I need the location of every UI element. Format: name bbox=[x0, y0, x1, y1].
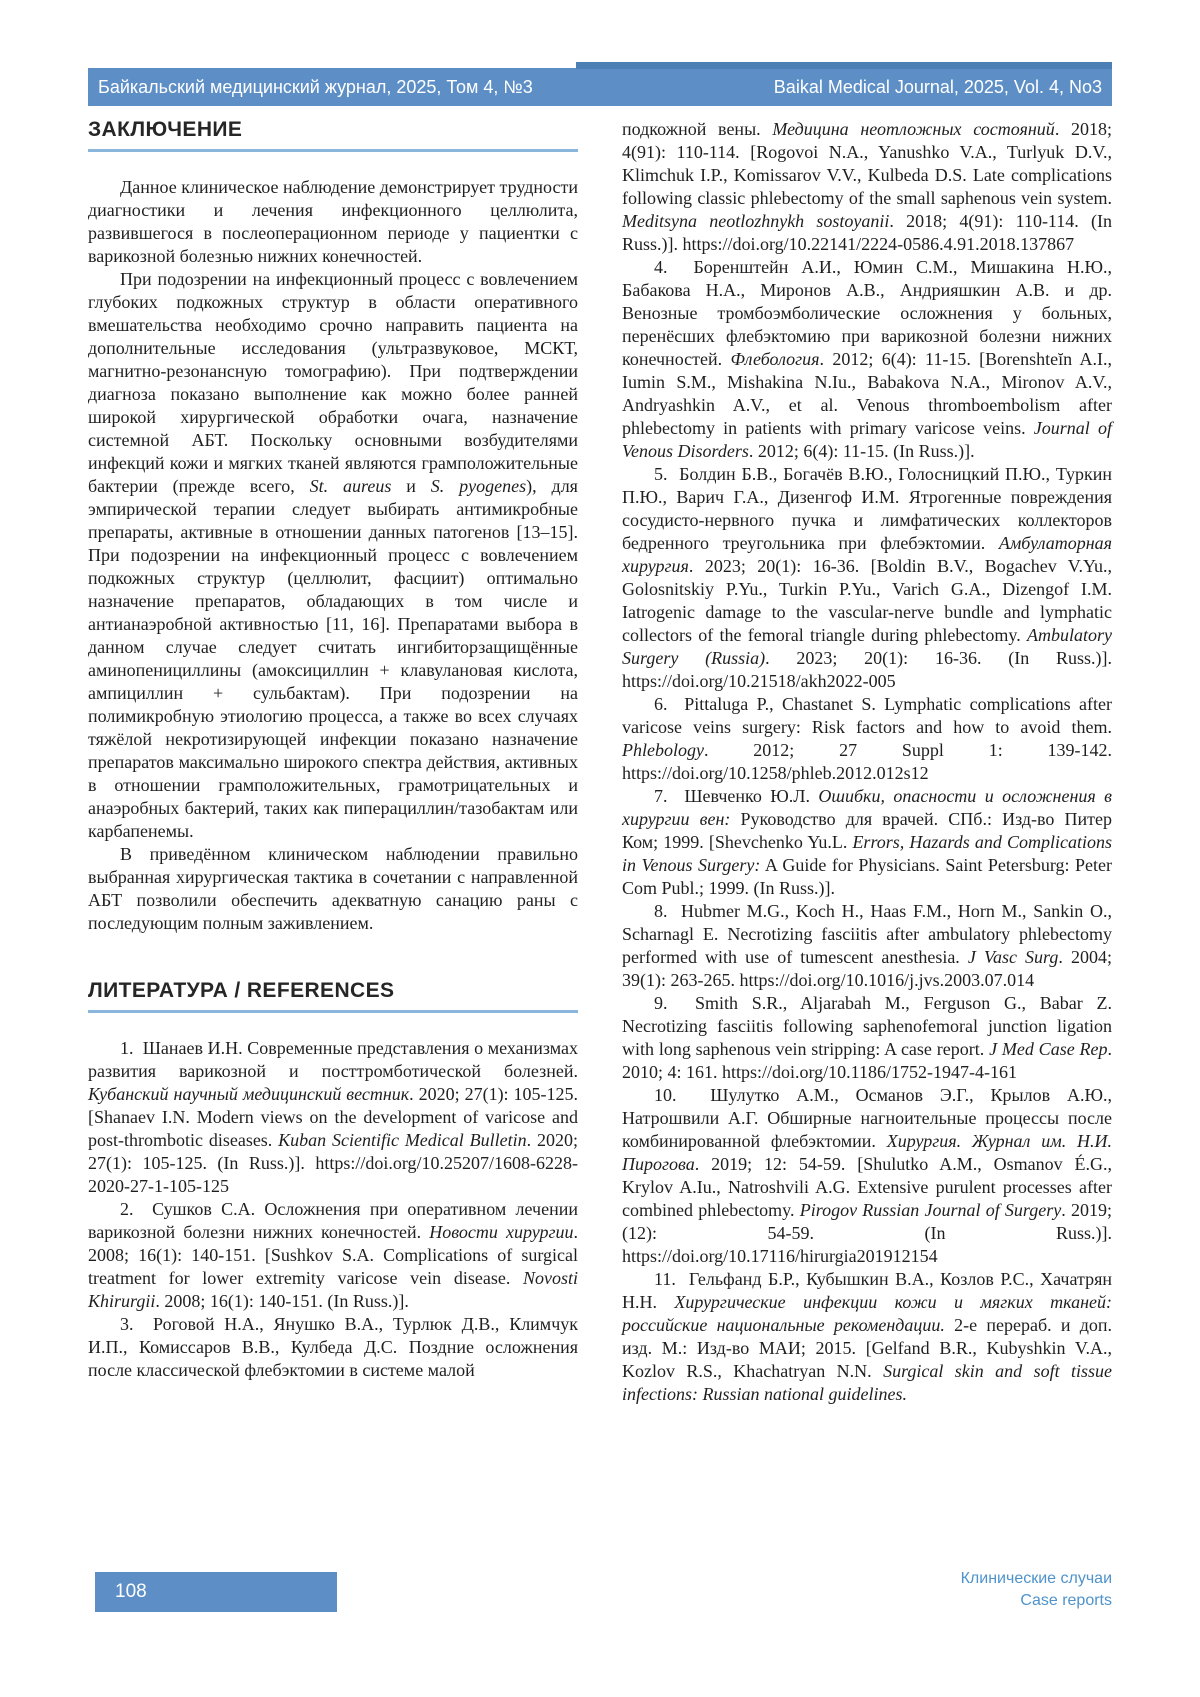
reference-item-3-part-2: подкожной вены. Медицина неотложных состояний. 2018; 4(91): 110-114. [Rogovoi N.A., Yanushko V.A., Turlyuk D.V., Klimchuk I.P., Komissarov V.V., Kulbeda D.S. Late complications following classic phlebectomy of the small saphenous vein system. Meditsyna neotlozhnykh sostoyanii. 2018; 4(91): 110-114. (In Russ.)]. https://doi.org/10.22141/2224-0586.4.91.2018.137867 bbox=[622, 119, 1113, 254]
left-column bbox=[88, 118, 578, 1406]
section-label-ru: Клинические случаи bbox=[960, 1570, 1112, 1587]
conclusion-paragraph-3: В приведённом клиническом наблюдении правильно выбранная хирургическая тактика в сочетании с направленной АБТ позволили обеспечить адекватную санацию раны с последующим полным заживлением. bbox=[88, 844, 578, 933]
section-label-en: Case reports bbox=[1020, 1592, 1112, 1609]
section-labels bbox=[961, 1568, 1112, 1612]
page-number: 108 bbox=[115, 1581, 147, 1602]
right-column bbox=[622, 118, 1112, 1406]
header-accent-strip bbox=[576, 62, 1112, 69]
two-column-body bbox=[88, 118, 1112, 1406]
reference-item-1: 1. Шанаев И.Н. Современные представления о механизмах развития варикозной и посттромботической болезней. Кубанский научный медицинский вестник. 2020; 27(1): 105-125. [Shanaev I.N. Modern views on the development of varicose and post-thrombotic diseases. Kuban Scientific Medical Bulletin. 2020; 27(1): 105-125. (In Russ.)]. https://doi.org/10.25207/1608-6228-2020-27-1-105-125 bbox=[88, 1038, 579, 1196]
journal-title-ru: Байкальский медицинский журнал, 2025, Том 4, №3 bbox=[98, 76, 533, 97]
page-number-box bbox=[95, 1572, 337, 1612]
reference-item-10: 10. Шулутко А.М., Османов Э.Г., Крылов А.Ю., Натрошвили А.Г. Обширные нагноительные процессы после комбинированной флебэктомии. Хирургия. Журнал им. Н.И. Пирогова. 2019; 12: 54-59. [Shulutko A.M., Osmanov É.G., Krylov A.Iu., Natroshvili A.G. Extensive purulent processes after combined phlebectomy. Pirogov Russian Journal of Surgery. 2019; (12): 54-59. (In Russ.)]. https://doi.org/10.17116/hirurgia201912154 bbox=[622, 1085, 1112, 1266]
reference-item-11: 11. Гельфанд Б.Р., Кубышкин В.А., Козлов Р.С., Хачатрян Н.Н. Хирургические инфекции кожи и мягких тканей: российские национальные рекомендации. 2-е перераб. и доп. изд. М.: Изд-во МАИ; 2015. [Gelfand B.R., Kubyshkin V.A., Kozlov R.S., Khachatryan N.N. Surgical skin and soft tissue infections: Russian national guidelines. bbox=[622, 1269, 1112, 1404]
reference-item-7: 7. Шевченко Ю.Л. Ошибки, опасности и осложнения в хирургии вен: Руководство для врачей. СПб.: Изд-во Питер Ком; 1999. [Shevchenko Yu.L. Errors, Hazards and Complications in Venous Surgery: A Guide for Physicians. Saint Petersburg: Peter Com Publ.; 1999. (In Russ.)]. bbox=[622, 786, 1113, 898]
reference-item-4: 4. Боренштейн А.И., Юмин С.М., Мишакина Н.Ю., Бабакова Н.А., Миронов А.В., Андрияшкин А.В. и др. Венозные тромбоэмболические осложнения у больных, перенёсших флебэктомию при варикозной болезни нижних конечностей. Флебология. 2012; 6(4): 11-15. [Borenshteĭn A.I., Iumin S.M., Mishakina N.Iu., Babakova N.A., Mironov A.V., Andryashkin A.V., et al. Venous thromboembolism after phlebectomy in patients with primary varicose veins. Journal of Venous Disorders. 2012; 6(4): 11-15. (In Russ.)]. bbox=[622, 257, 1112, 461]
conclusion-paragraph-1: Данное клиническое наблюдение демонстрирует трудности диагностики и лечения инфекционного целлюлита, развившегося в послеоперационном периоде у пациентки с варикозной болезнью нижних конечностей. bbox=[88, 177, 578, 266]
reference-item-3-part-1: 3. Роговой Н.А., Янушко В.А., Турлюк Д.В., Климчук И.П., Комиссаров В.В., Кулбеда Д.С. Поздние осложнения после классической флебэктомии в системе малой bbox=[88, 1314, 578, 1380]
conclusion-heading: ЗАКЛЮЧЕНИЕ bbox=[88, 118, 578, 152]
conclusion-paragraph-2: При подозрении на инфекционный процесс с вовлечением глубоких подкожных структур в области оперативного вмешательства необходимо срочно направить пациента на дополнительные исследования (ультразвуковое, МСКТ, магнитно-резонансную томографию). При подтверждении диагноза показано выполнение как можно более ранней широкой хирургической обработки очага, назначение системной АБТ. Поскольку основными возбудителями инфекций кожи и мягких тканей являются грамположительные бактерии (прежде всего, St. aureus и S. pyogenes), для эмпирической терапии следует выбирать антимикробные препараты, активные в отношении данных патогенов [13–15]. При подозрении на инфекционный процесс с вовлечением подкожных структур (целлюлит, фасциит) оптимально назначение препаратов, обладающих в том числе и антианаэробной активностью [11, 16]. Препаратами выбора в данном случае следует считать ингибиторзащищённые аминопенициллины (амоксициллин + клавулановая кислота, ампициллин + сульбактам). При подозрении на полимикробную этиологию процесса, а также во всех случаях тяжёлой некротизирующей инфекции показано назначение препаратов максимально широкого спектра действия, активных в отношении грамположительных, грамотрицательных и анаэробных бактерий, таких как пиперациллин/тазобактам или карбапенемы. bbox=[88, 269, 578, 841]
references-heading: ЛИТЕРАТУРА / REFERENCES bbox=[88, 979, 578, 1013]
reference-item-8: 8. Hubmer M.G., Koch H., Haas F.M., Horn M., Sankin O., Scharnagl E. Necrotizing fasciitis after ambulatory phlebectomy performed with use of tumescent anesthesia. J Vasc Surg. 2004; 39(1): 263-265. https://doi.org/10.1016/j.jvs.2003.07.014 bbox=[622, 901, 1112, 990]
journal-header-bar bbox=[88, 68, 1112, 106]
journal-title-en: Baikal Medical Journal, 2025, Vol. 4, No3 bbox=[773, 76, 1102, 97]
reference-item-6: 6. Pittaluga P., Chastanet S. Lymphatic complications after varicose veins surgery: Risk factors and how to avoid them. Phlebology. 2012; 27 Suppl 1: 139-142. https://doi.org/10.1258/phleb.2012.012s12 bbox=[622, 694, 1112, 783]
reference-item-9: 9. Smith S.R., Aljarabah M., Ferguson G., Babar Z. Necrotizing fasciitis following saphenofemoral junction ligation with long saphenous vein stripping: A case report. J Med Case Rep. 2010; 4: 161. https://doi.org/10.1186/1752-1947-4-161 bbox=[622, 993, 1112, 1082]
reference-item-2: 2. Сушков С.А. Осложнения при оперативном лечении варикозной болезни нижних конечностей. Новости хирургии. 2008; 16(1): 140-151. [Sushkov S.A. Complications of surgical treatment for lower extremity varicose vein disease. Novosti Khirurgii. 2008; 16(1): 140-151. (In Russ.)]. bbox=[88, 1199, 579, 1311]
reference-item-5: 5. Болдин Б.В., Богачёв В.Ю., Голосницкий П.Ю., Туркин П.Ю., Варич Г.А., Дизенгоф И.М. Ятрогенные повреждения сосудисто-нервного пучка и лимфатических коллекторов бедренного треугольника при флебэктомии. Амбулаторная хирургия. 2023; 20(1): 16-36. [Boldin B.V., Bogachev V.Yu., Golosnitskiy P.Yu., Turkin P.Yu., Varich G.A., Dizengof I.M. Iatrogenic damage to the vascular-nerve bundle and lymphatic collectors of the femoral triangle during phlebectomy. Ambulatory Surgery (Russia). 2023; 20(1): 16-36. (In Russ.)]. https://doi.org/10.21518/akh2022-005 bbox=[622, 464, 1112, 691]
